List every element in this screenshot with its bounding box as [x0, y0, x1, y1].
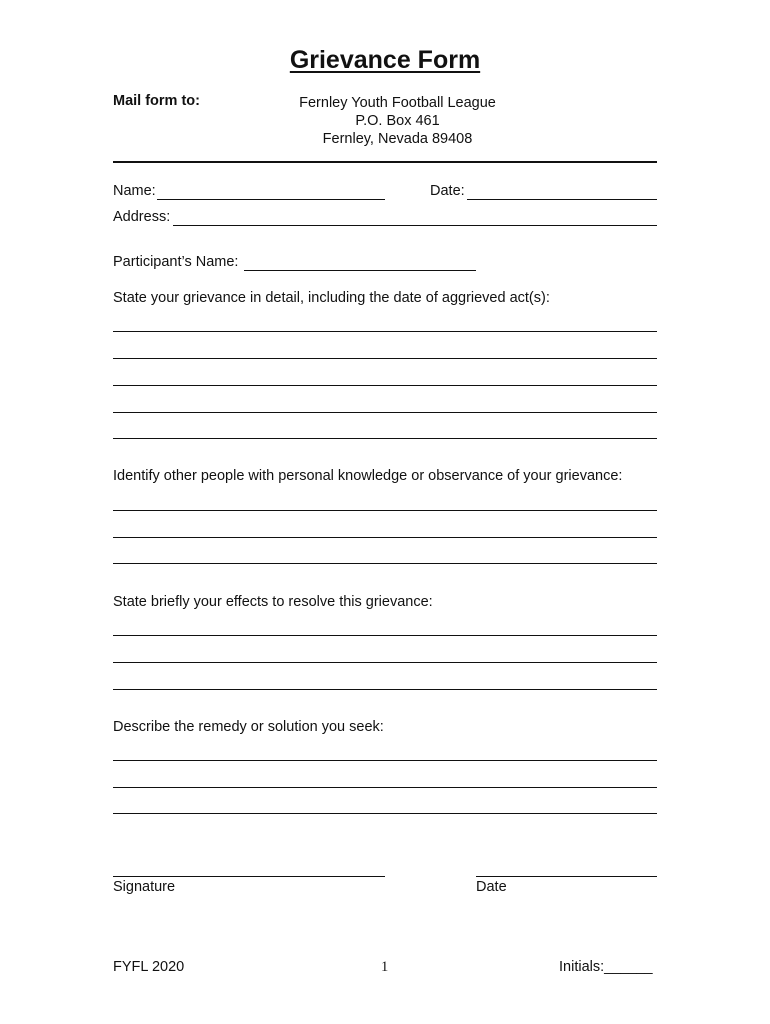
efforts-line[interactable]: [113, 662, 657, 663]
grievance-line[interactable]: [113, 385, 657, 386]
mail-label: Mail form to:: [113, 93, 200, 109]
address-line: P.O. Box 461: [355, 113, 440, 129]
page-title: Grievance Form: [289, 46, 481, 74]
footer-text: FYFL 2020: [113, 959, 185, 975]
signature-label: Signature: [113, 879, 176, 895]
signature-field[interactable]: [113, 876, 385, 877]
remedy-line[interactable]: [113, 813, 657, 814]
witnesses-prompt: Identify other people with personal knowledge or observance of your grievance:: [113, 468, 623, 484]
participant-label: Participant’s Name:: [113, 254, 239, 270]
witnesses-line[interactable]: [113, 563, 657, 564]
grievance-prompt: State your grievance in detail, including the date of aggrieved act(s):: [113, 290, 550, 306]
grievance-line[interactable]: [113, 358, 657, 359]
address-line: Fernley Youth Football League: [299, 95, 496, 111]
signature-date-field[interactable]: [476, 876, 657, 877]
address-field[interactable]: [173, 225, 657, 226]
witnesses-line[interactable]: [113, 537, 657, 538]
grievance-line[interactable]: [113, 412, 657, 413]
initials-field[interactable]: Initials:______: [559, 959, 653, 975]
mailing-address: [200, 94, 595, 148]
name-field[interactable]: [157, 199, 385, 200]
remedy-prompt: Describe the remedy or solution you seek:: [113, 719, 384, 735]
grievance-line[interactable]: [113, 331, 657, 332]
date-field[interactable]: [467, 199, 657, 200]
date-label: Date:: [430, 183, 465, 199]
remedy-line[interactable]: [113, 787, 657, 788]
witnesses-line[interactable]: [113, 510, 657, 511]
efforts-line[interactable]: [113, 689, 657, 690]
participant-name-field[interactable]: [244, 270, 476, 271]
grievance-line[interactable]: [113, 438, 657, 439]
remedy-line[interactable]: [113, 760, 657, 761]
page-number: 1: [381, 959, 389, 975]
address-line: Fernley, Nevada 89408: [322, 131, 473, 147]
signature-date-label: Date: [476, 879, 507, 895]
efforts-line[interactable]: [113, 635, 657, 636]
address-label: Address:: [113, 209, 171, 225]
name-label: Name:: [113, 183, 156, 199]
efforts-prompt: State briefly your effects to resolve this grievance:: [113, 594, 433, 610]
header-divider: [113, 161, 657, 163]
